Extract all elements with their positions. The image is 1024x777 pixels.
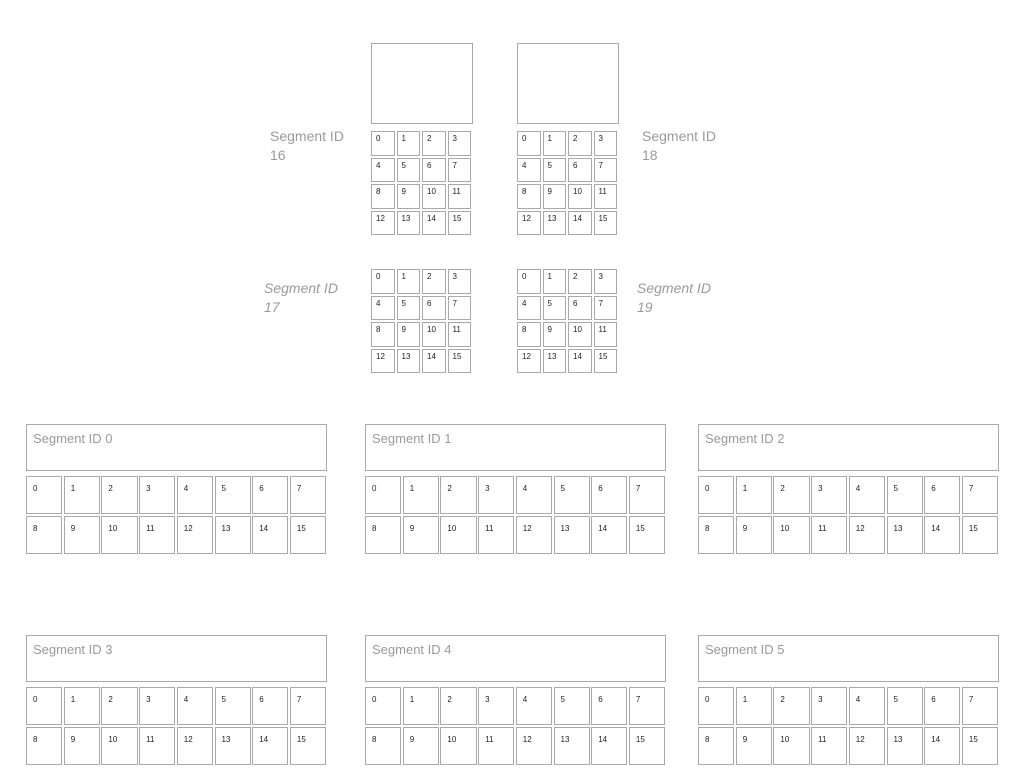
block-cell: 11 [594,184,618,209]
block-cell: 7 [594,158,618,183]
block-cell: 13 [554,727,590,765]
block-cell: 1 [64,687,100,725]
block-cell: 5 [543,158,567,183]
block-cell: 11 [139,516,175,554]
block-cell: 2 [101,476,137,514]
block-cell: 7 [962,476,998,514]
block-cell: 11 [478,516,514,554]
block-cell: 4 [516,687,552,725]
block-cell: 15 [594,211,618,236]
block-cell: 7 [629,687,665,725]
block-cell: 5 [215,687,251,725]
block-cell: 0 [371,131,395,156]
block-cell: 10 [422,322,446,347]
block-cell: 1 [64,476,100,514]
segment-header-box [365,424,666,471]
block-cell: 1 [736,476,772,514]
block-cell: 3 [811,687,847,725]
block-cell: 8 [365,516,401,554]
block-cell: 7 [448,296,472,321]
block-cell: 8 [517,184,541,209]
block-cell: 2 [422,131,446,156]
block-cell: 12 [177,516,213,554]
block-cell: 4 [849,687,885,725]
block-cell: 11 [448,322,472,347]
block-cell: 9 [736,727,772,765]
block-cell: 6 [591,687,627,725]
block-cell: 10 [773,516,809,554]
block-cell: 6 [422,296,446,321]
block-cell: 7 [290,687,326,725]
block-cell: 12 [371,211,395,236]
block-cell: 5 [397,158,421,183]
block-cell: 12 [849,727,885,765]
block-cell: 2 [773,476,809,514]
block-cell: 0 [371,269,395,294]
block-cell: 3 [478,476,514,514]
block-cell: 6 [568,296,592,321]
segment-header-box [26,424,327,471]
block-cell: 1 [403,687,439,725]
block-cell: 10 [568,322,592,347]
block-cell: 6 [252,476,288,514]
block-cell: 6 [568,158,592,183]
block-cell: 10 [440,727,476,765]
segment-header-box [698,424,999,471]
segment-label: Segment ID 5 [705,642,785,657]
block-cell: 15 [962,727,998,765]
segment-label: Segment ID 19 [637,280,711,315]
block-cell: 5 [397,296,421,321]
block-cell: 10 [422,184,446,209]
block-cell: 13 [397,349,421,374]
block-cell: 5 [543,296,567,321]
block-cell: 0 [365,687,401,725]
block-cell: 13 [215,516,251,554]
segment-label: Segment ID 0 [33,431,113,446]
block-cell: 9 [736,516,772,554]
block-cell: 1 [543,131,567,156]
block-cell: 8 [26,516,62,554]
block-cell: 13 [543,211,567,236]
block-cell: 8 [371,184,395,209]
block-cell: 9 [64,727,100,765]
block-cell: 9 [397,184,421,209]
block-cell: 14 [924,727,960,765]
block-cell: 5 [554,687,590,725]
block-cell: 15 [290,516,326,554]
block-cell: 8 [698,516,734,554]
segment-label: Segment ID 16 [270,128,344,163]
block-cell: 14 [422,349,446,374]
block-cell: 12 [371,349,395,374]
block-cell: 2 [422,269,446,294]
block-cell: 2 [568,269,592,294]
block-cell: 11 [478,727,514,765]
block-cell: 14 [422,211,446,236]
block-cell: 3 [139,687,175,725]
block-cell: 5 [215,476,251,514]
block-cell: 6 [924,476,960,514]
block-cell: 0 [698,476,734,514]
block-cell: 13 [397,211,421,236]
block-cell: 9 [543,184,567,209]
segment-header-box [698,635,999,682]
block-cell: 1 [403,476,439,514]
block-cell: 1 [736,687,772,725]
segment-header-box [365,635,666,682]
block-cell: 3 [448,269,472,294]
block-cell: 11 [448,184,472,209]
block-cell: 3 [139,476,175,514]
block-cell: 14 [591,727,627,765]
block-cell: 13 [215,727,251,765]
block-cell: 3 [594,269,618,294]
block-cell: 14 [252,727,288,765]
block-cell: 4 [849,476,885,514]
block-cell: 9 [397,322,421,347]
block-cell: 15 [448,211,472,236]
block-cell: 15 [448,349,472,374]
segment-label: Segment ID 17 [264,280,338,315]
block-cell: 7 [629,476,665,514]
block-cell: 11 [811,727,847,765]
block-cell: 7 [448,158,472,183]
block-cell: 9 [403,516,439,554]
block-cell: 12 [517,211,541,236]
block-cell: 0 [517,131,541,156]
block-cell: 5 [554,476,590,514]
block-cell: 1 [543,269,567,294]
block-cell: 13 [887,516,923,554]
block-cell: 3 [594,131,618,156]
block-cell: 13 [543,349,567,374]
block-cell: 8 [698,727,734,765]
block-cell: 10 [773,727,809,765]
block-cell: 4 [177,687,213,725]
block-cell: 8 [365,727,401,765]
block-cell: 0 [365,476,401,514]
block-cell: 12 [517,349,541,374]
block-cell: 11 [594,322,618,347]
segment-label: Segment ID 3 [33,642,113,657]
block-cell: 7 [594,296,618,321]
block-cell: 12 [849,516,885,554]
segment-label: Segment ID 4 [372,642,452,657]
block-cell: 8 [371,322,395,347]
block-cell: 5 [887,476,923,514]
block-cell: 3 [811,476,847,514]
segment-header-box [26,635,327,682]
block-cell: 6 [591,476,627,514]
block-cell: 10 [568,184,592,209]
block-cell: 8 [517,322,541,347]
segment-label: Segment ID 2 [705,431,785,446]
block-cell: 4 [517,158,541,183]
block-cell: 15 [629,727,665,765]
block-cell: 0 [698,687,734,725]
block-cell: 15 [594,349,618,374]
block-cell: 14 [568,349,592,374]
block-cell: 3 [478,687,514,725]
block-cell: 15 [629,516,665,554]
block-cell: 4 [371,296,395,321]
block-cell: 0 [517,269,541,294]
block-cell: 4 [517,296,541,321]
block-cell: 14 [568,211,592,236]
block-cell: 7 [962,687,998,725]
block-cell: 6 [422,158,446,183]
block-cell: 10 [101,516,137,554]
block-cell: 4 [371,158,395,183]
block-cell: 8 [26,727,62,765]
block-cell: 6 [924,687,960,725]
block-cell: 2 [440,476,476,514]
block-cell: 4 [516,476,552,514]
block-cell: 10 [101,727,137,765]
block-cell: 9 [64,516,100,554]
segment-label: Segment ID 1 [372,431,452,446]
block-cell: 9 [403,727,439,765]
block-cell: 0 [26,687,62,725]
block-cell: 1 [397,131,421,156]
block-cell: 13 [554,516,590,554]
block-cell: 2 [568,131,592,156]
block-cell: 13 [887,727,923,765]
block-cell: 1 [397,269,421,294]
block-cell: 4 [177,476,213,514]
segment-label: Segment ID 18 [642,128,716,163]
block-cell: 14 [924,516,960,554]
block-cell: 10 [440,516,476,554]
block-cell: 14 [252,516,288,554]
block-cell: 12 [516,516,552,554]
block-cell: 12 [177,727,213,765]
block-cell: 5 [887,687,923,725]
block-cell: 12 [516,727,552,765]
block-cell: 11 [811,516,847,554]
block-cell: 9 [543,322,567,347]
block-cell: 15 [290,727,326,765]
block-cell: 6 [252,687,288,725]
segment-header-box [517,43,619,124]
block-cell: 11 [139,727,175,765]
segment-header-box [371,43,473,124]
block-cell: 2 [101,687,137,725]
block-cell: 2 [773,687,809,725]
block-cell: 3 [448,131,472,156]
block-cell: 7 [290,476,326,514]
block-cell: 14 [591,516,627,554]
block-cell: 2 [440,687,476,725]
block-cell: 15 [962,516,998,554]
block-cell: 0 [26,476,62,514]
